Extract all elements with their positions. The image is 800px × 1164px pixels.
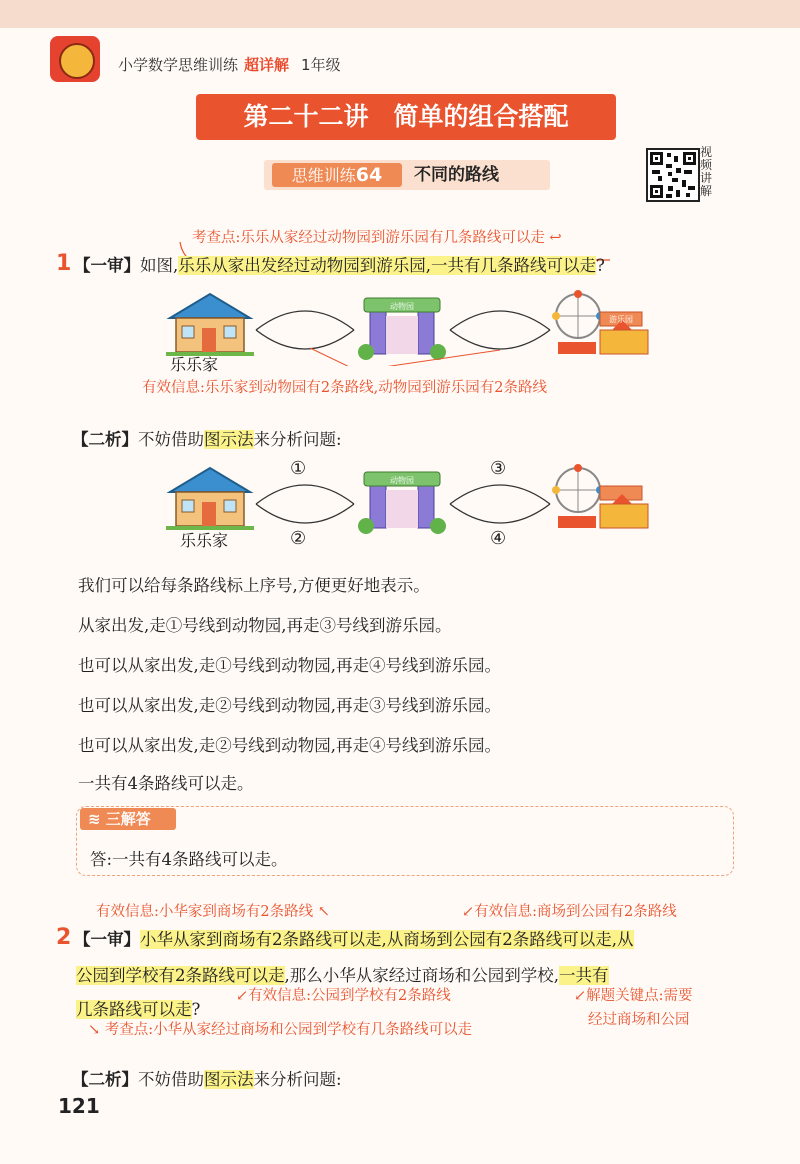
training-tag: 思维训练64 (272, 163, 402, 187)
answer-tag: ≋ 三解答 (80, 808, 176, 830)
q1-numbered-route-diagram (160, 460, 660, 540)
q1-line-2: 从家出发,走①号线到动物园,再走③号线到游乐园。 (78, 616, 452, 635)
q1-effective-info-annotation: 有效信息:乐乐家到动物园有2条路线,动物园到游乐园有2条路线 (142, 380, 547, 396)
training-banner (264, 160, 550, 190)
lesson-title-banner (196, 94, 616, 140)
q1-number: 1 (56, 251, 72, 276)
series-emphasis: 超详解 (244, 56, 290, 74)
q1-route-diagram (160, 286, 660, 366)
zoo-sign: 动物园 (390, 476, 414, 485)
q1-step-analyze: 【二析】 (72, 430, 138, 449)
q2-problem-line-3: 几条路线可以走? (76, 1000, 201, 1019)
q1-line-5: 也可以从家出发,走②号线到动物园,再走④号线到游乐园。 (78, 736, 501, 755)
route-label-1: ① (290, 458, 307, 479)
top-band (0, 0, 800, 28)
running-header (118, 54, 341, 75)
amusement-park-icon (552, 290, 648, 354)
training-number: 64 (355, 164, 383, 186)
q1-line-3: 也可以从家出发,走①号线到动物园,再走④号线到游乐园。 (78, 656, 501, 675)
route-label-2: ② (290, 528, 307, 549)
q1-problem: 【一审】如图,乐乐从家出发经过动物园到游乐园,一共有几条路线可以走? (74, 256, 605, 275)
amusement-park-icon (552, 464, 648, 528)
q2-exam-point-annotation: ↘ 考查点:小华从家经过商场和公园到学校有几条路线可以走 (88, 1022, 473, 1038)
q2-info-annotation-left: 有效信息:小华家到商场有2条路线 ↖ (96, 904, 330, 920)
q2-problem-line-1: 【一审】小华从家到商场有2条路线可以走,从商场到公园有2条路线可以走,从 (74, 930, 634, 949)
q1-step-read: 【一审】 (74, 256, 140, 275)
q2-info-annotation-mid: ↙有效信息:公园到学校有2条路线 (236, 988, 451, 1004)
q1-answer: 答:一共有4条路线可以走。 (90, 850, 288, 869)
q2-step-analyze: 【二析】 (72, 1070, 138, 1089)
q1-analysis: 【二析】不妨借助图示法来分析问题: (72, 430, 342, 449)
video-explanation-label: 视 频 讲 解 (700, 145, 713, 198)
q2-step-read: 【一审】 (74, 930, 140, 949)
lesson-title: 第二十二讲 简单的组合搭配 (243, 102, 569, 131)
q2-key-point-annotation-2: 经过商场和公园 (588, 1012, 690, 1028)
publisher-logo (50, 36, 100, 82)
q1-key-text: 乐乐从家出发经过动物园到游乐园,一共有几条路线可以走 (178, 256, 596, 275)
q1-method: 图示法 (204, 430, 254, 449)
q2-method: 图示法 (204, 1070, 254, 1089)
qr-pattern (648, 150, 698, 200)
training-topic: 不同的路线 (414, 165, 499, 185)
home-house-icon (166, 294, 254, 356)
home-house-icon (166, 468, 254, 530)
q1-line-6: 一共有4条路线可以走。 (78, 774, 254, 793)
home-caption: 乐乐家 (170, 355, 219, 374)
logo-emblem-icon (59, 43, 95, 79)
q2-problem-line-2: 公园到学校有2条路线可以走,那么小华从家经过商场和公园到学校,一共有 (76, 966, 609, 985)
q1-line-1: 我们可以给每条路线标上序号,方便更好地表示。 (78, 576, 430, 595)
page-number: 121 (58, 1094, 100, 1118)
park-sign: 游乐园 (609, 315, 633, 324)
home-caption: 乐乐家 (180, 531, 229, 550)
qr-code-icon[interactable] (646, 148, 700, 202)
zoo-sign: 动物园 (390, 302, 414, 311)
q1-exam-point-annotation: 考查点:乐乐从家经过动物园到游乐园有几条路线可以走 ↩ (192, 230, 562, 246)
grade-label: 1年级 (301, 56, 341, 74)
q2-analysis: 【二析】不妨借助图示法来分析问题: (72, 1070, 342, 1089)
route-label-3: ③ (490, 458, 507, 479)
route-label-4: ④ (490, 528, 507, 549)
q2-info-annotation-right: ↙有效信息:商场到公园有2条路线 (462, 904, 677, 920)
series-name: 小学数学思维训练 (118, 56, 239, 74)
q1-line-4: 也可以从家出发,走②号线到动物园,再走③号线到游乐园。 (78, 696, 501, 715)
q2-key-point-annotation: ↙解题关键点:需要 (574, 988, 693, 1004)
q2-number: 2 (56, 925, 72, 950)
